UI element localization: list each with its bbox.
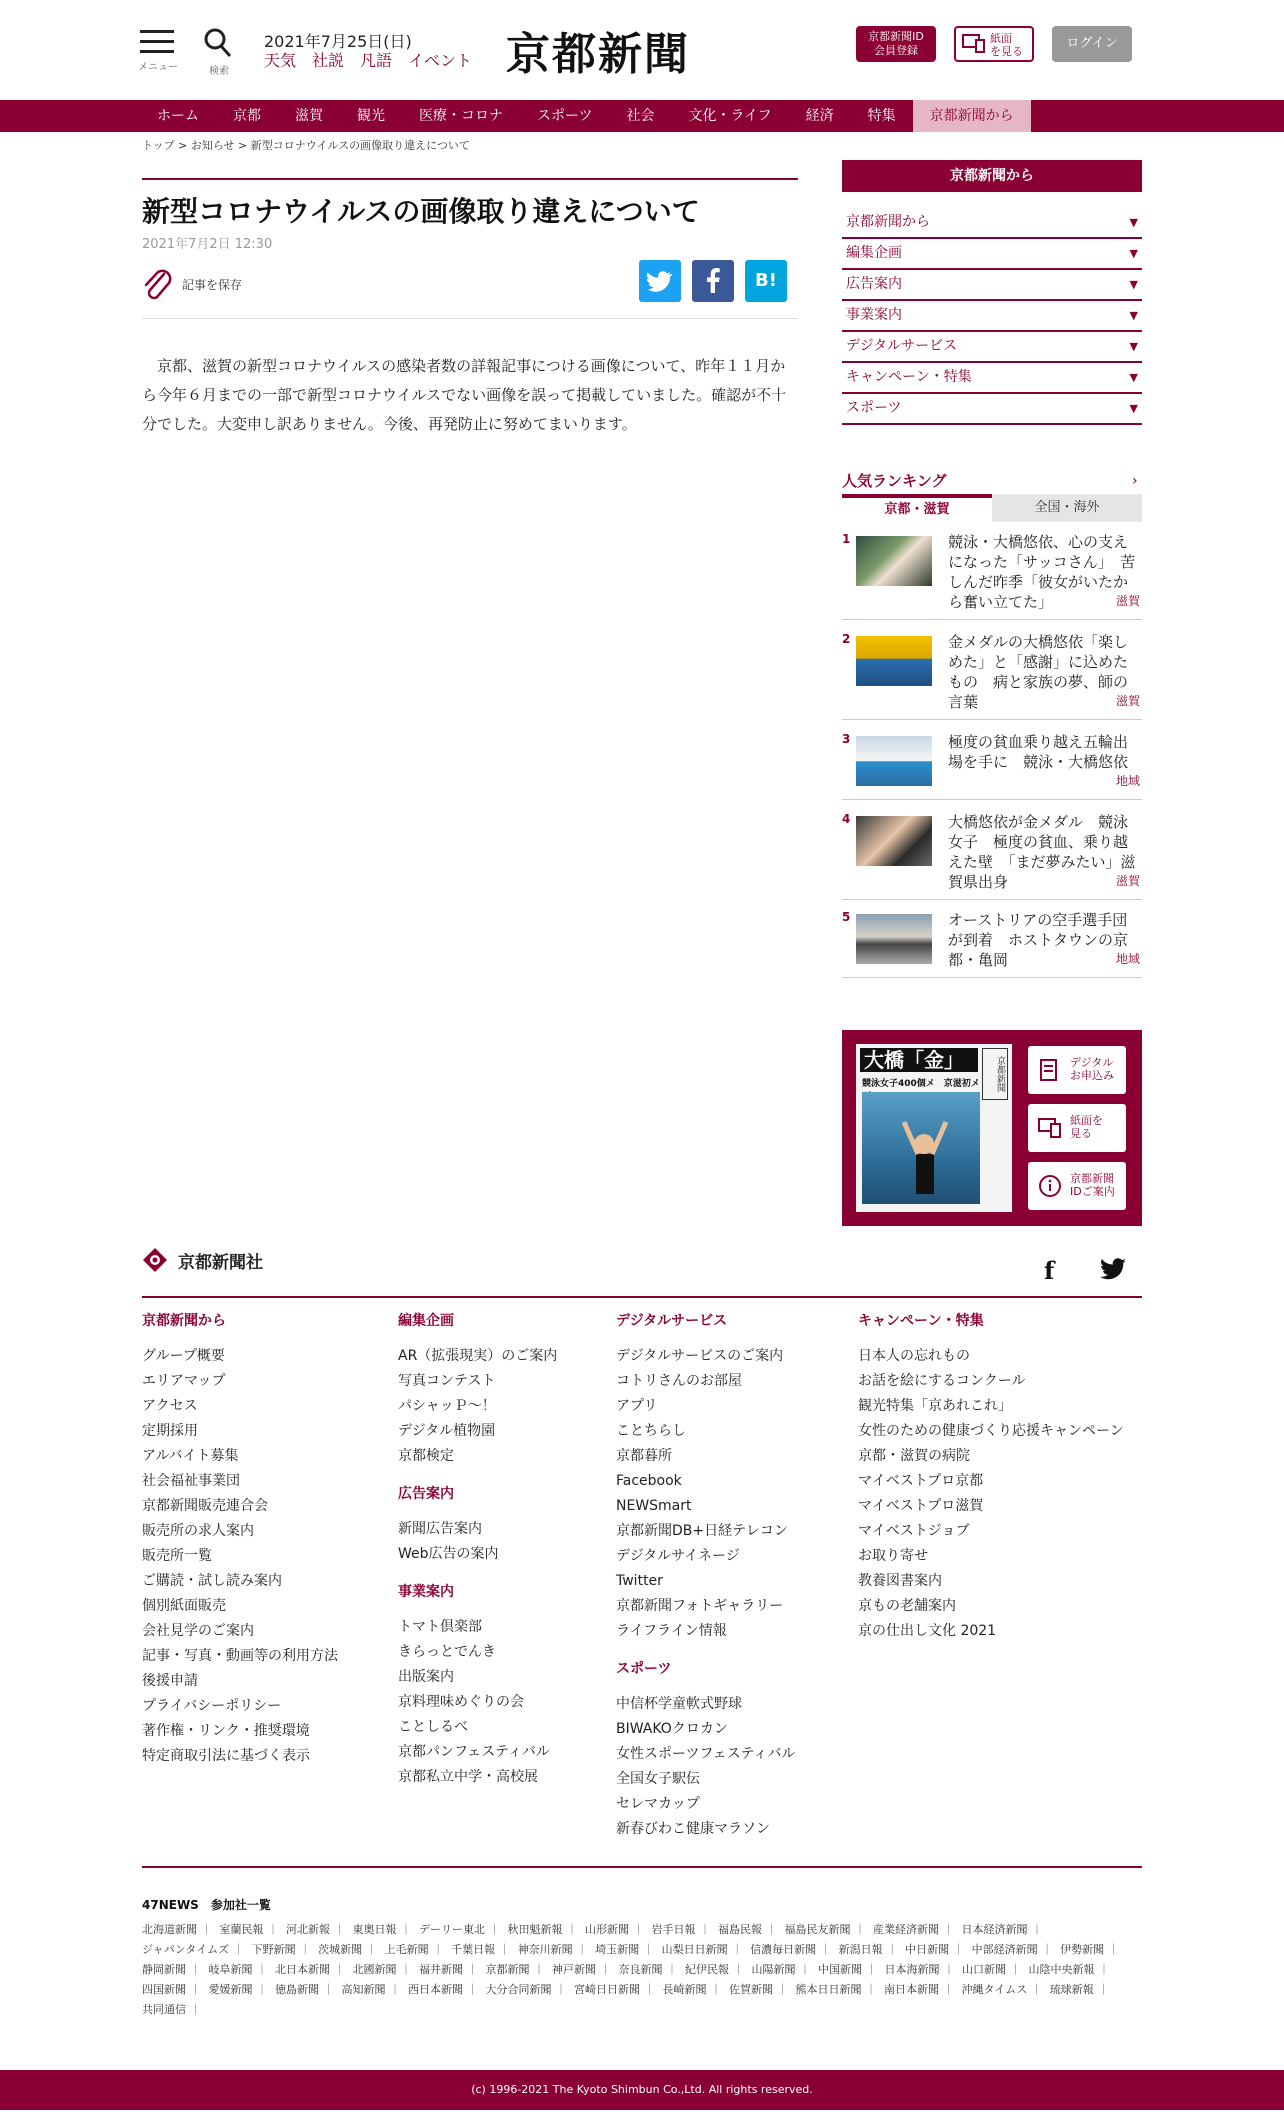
footer-link[interactable]: コトリさんのお部屋 [616,1373,742,1389]
header-link-editorial[interactable]: 社説 [312,51,345,70]
footer-link[interactable]: 京もの老舗案内 [858,1598,956,1614]
footer-link[interactable]: ことしるべ [398,1719,468,1735]
sidebar-menu-item[interactable] [842,301,1142,332]
footer-link[interactable]: 全国女子駅伝 [616,1771,700,1787]
article-top-rule [142,178,798,180]
n47-member-link[interactable]: 伊勢新聞 ｜ [1060,1943,1123,1956]
footer-link[interactable]: 京都私立中学・高校展 [398,1769,538,1785]
n47-member-link[interactable]: 大分合同新聞 ｜ [486,1983,571,1996]
footer-link[interactable]: デジタルサービスのご案内 [616,1348,784,1364]
footer-link[interactable]: 写真コンテスト [398,1373,496,1389]
ranking-category: 地域 [1115,952,1140,966]
footer-column [858,1310,1124,1658]
footer-link-list [616,1344,795,1644]
article-title: 新型コロナウイルスの画像取り違えについて [142,195,700,228]
footer-link[interactable]: グループ概要 [142,1348,225,1364]
n47-member-link[interactable]: 秋田魁新報 ｜ [508,1923,582,1936]
n47-member-link[interactable]: 山陽新聞 ｜ [752,1963,815,1976]
sidebar-menu-label: デジタルサービス [846,338,958,354]
twitter-share-button[interactable] [639,260,681,302]
nav-item[interactable]: 京都 [233,108,261,124]
menu-label: メニュー [138,62,178,73]
id-register-line2: 会員登録 [874,44,918,57]
footer-link[interactable]: 京都検定 [398,1448,454,1464]
view-paper-promo-button[interactable] [1028,1104,1126,1152]
promo-photo [862,1092,980,1204]
footer-link[interactable]: 会社見学のご案内 [142,1623,254,1639]
n47-member-link[interactable]: 南日本新聞 ｜ [884,1983,958,1996]
n47-member-link[interactable]: 福井新聞 ｜ [419,1963,482,1976]
sidebar-menu [842,208,1142,425]
n47-member-link[interactable]: 中部経済新聞 ｜ [972,1943,1057,1956]
footer-link[interactable]: プライバシーポリシー [142,1698,282,1714]
site-header [0,0,1284,100]
footer-link[interactable]: お話を絵にするコンクール [858,1373,1026,1389]
footer-link[interactable]: 京都新聞フォトギャラリー [616,1598,784,1614]
sidebar-menu-item[interactable] [842,394,1142,425]
footer-link[interactable]: 女性スポーツフェスティバル [616,1746,796,1762]
footer-link[interactable]: トマト倶楽部 [398,1619,482,1635]
footer-link[interactable]: 記事・写真・動画等の利用方法 [142,1648,338,1664]
site-logo[interactable]: 京都新聞 [506,29,690,80]
footer-link[interactable]: 日本人の忘れもの [858,1348,970,1364]
footer-link-list [398,1344,557,1469]
ranking-title[interactable]: 人気ランキング [842,472,947,490]
footer-link[interactable]: 中信杯学童軟式野球 [616,1696,742,1712]
footer-link[interactable]: デジタルサイネージ [616,1548,740,1564]
footer-link[interactable]: 教養図書案内 [858,1573,942,1589]
ranking-thumbnail[interactable] [856,636,932,686]
chevron-right-icon[interactable]: › [1132,473,1138,489]
footer-link[interactable]: Web広告の案内 [398,1546,499,1562]
nav-item[interactable]: 社会 [626,108,655,124]
n47-member-link[interactable]: 茨城新聞 ｜ [318,1943,381,1956]
n47-member-link[interactable]: 西日本新聞 ｜ [408,1983,482,1996]
footer-link-list [142,1344,338,1769]
n47-member-link[interactable]: 長崎新聞 ｜ [663,1983,726,1996]
sidebar-menu-label: 京都新聞から [846,214,930,230]
id-register-line1: 京都新聞ID [868,30,924,43]
n47-member-link[interactable]: 岐阜新聞 ｜ [209,1963,272,1976]
login-button[interactable]: ログイン [1052,26,1132,62]
footer-link[interactable]: マイベストプロ滋賀 [858,1498,984,1514]
n47-member-link[interactable]: 岩手日報 ｜ [652,1923,715,1936]
info-icon [1038,1174,1062,1198]
article-divider [142,318,798,319]
header-link-bongo[interactable]: 凡語 [360,51,393,70]
n47-member-link[interactable]: 北日本新聞 ｜ [275,1963,349,1976]
header-link-weather[interactable]: 天気 [264,51,297,70]
footer-link[interactable]: 観光特集「京あれこれ」 [858,1398,1012,1414]
header-links [264,48,488,71]
footer-link[interactable]: お取り寄せ [858,1548,928,1564]
footer-link[interactable]: 特定商取引法に基づく表示 [142,1748,310,1764]
company-logo-icon[interactable] [142,1247,168,1277]
footer-column-heading[interactable]: 京都新聞から [142,1313,226,1329]
twitter-icon [639,260,681,302]
tab-kyoto-shiga[interactable]: 京都・滋賀 [842,494,992,522]
footer-link[interactable]: アルバイト募集 [142,1448,239,1464]
ranking-thumbnail[interactable] [856,536,932,586]
ranking-category: 滋賀 [1115,594,1140,608]
id-info-line1: 京都新聞 [1070,1172,1114,1185]
article-body: 京都、滋賀の新型コロナウイルスの感染者数の詳報記事につける画像について、昨年１１月から今年６月までの一部で新型コロナウイルスでない画像を誤って掲載していました。確認が不十分でした。大変申し訳ありません。今後、再発防止に努めてまいります。 [142,357,787,433]
ranking-category: 滋賀 [1115,694,1140,708]
promo-masthead: 京都新聞 [982,1048,1008,1100]
footer-link[interactable]: 京都暮所 [616,1448,672,1464]
sidebar-menu-label: 事業案内 [846,307,902,323]
footer-link[interactable]: セレマカップ [616,1796,700,1812]
triangle-down-icon: ▼ [1129,402,1138,415]
facebook-share-button[interactable] [692,260,734,302]
facebook-icon[interactable]: f [1044,1256,1055,1285]
ranking-number: 5 [842,910,851,924]
id-register-button[interactable] [856,26,936,62]
view-paper-promo-line2: 見る [1070,1127,1092,1140]
devices-icon [962,34,986,54]
footer-link[interactable]: 個別紙面販売 [142,1598,226,1614]
breadcrumb-notice[interactable]: お知らせ [190,139,235,152]
n47-list [142,1920,1142,2020]
article-date: 2021年7月2日 12:30 [142,237,273,252]
n47-member-link[interactable]: 山陰中央新報 ｜ [1029,1963,1114,1976]
n47-member-link[interactable]: 産業経済新聞 ｜ [873,1923,958,1936]
id-info-button[interactable] [1028,1162,1126,1210]
footer-link[interactable]: ご購読・試し読み案内 [142,1573,282,1589]
footer-link-list [398,1517,557,1567]
menu-icon[interactable] [140,30,174,56]
footer-link[interactable]: 京都・滋賀の病院 [858,1448,970,1464]
n47-member-link[interactable]: 中国新聞 ｜ [818,1963,881,1976]
footer-link[interactable]: 京料理味めぐりの会 [398,1694,524,1710]
n47-member-link[interactable]: 紀伊民報 ｜ [685,1963,748,1976]
view-paper-button[interactable] [954,26,1034,62]
footer-column-heading[interactable]: キャンペーン・特集 [858,1313,984,1329]
triangle-down-icon: ▼ [1129,216,1138,229]
footer-link[interactable]: 後援申請 [142,1673,198,1689]
newspaper-front-image[interactable] [856,1044,1012,1212]
footer-column-heading[interactable]: 編集企画 [398,1313,454,1329]
footer-link[interactable]: 販売所一覧 [142,1548,212,1564]
footer-column [616,1310,795,1856]
ranking-item[interactable] [842,632,1142,720]
footer-link[interactable]: ライフライン情報 [616,1623,727,1639]
document-icon [1038,1058,1062,1082]
n47-member-link[interactable]: 徳島新聞 ｜ [275,1983,338,1996]
ranking-number: 4 [842,812,851,826]
breadcrumb: トップ > お知らせ > 新型コロナウイルスの画像取り違えについて [142,139,470,152]
facebook-icon [692,260,734,302]
footer-link[interactable]: マイベストプロ京都 [858,1473,984,1489]
n47-member-link[interactable]: 東奥日報 ｜ [353,1923,416,1936]
footer-column [398,1310,557,1804]
ranking-thumbnail[interactable] [856,816,932,866]
n47-member-link[interactable]: 千葉日報 ｜ [451,1943,514,1956]
n47-member-link[interactable]: 京都新聞 ｜ [486,1963,549,1976]
n47-member-link[interactable]: 北國新聞 ｜ [353,1963,416,1976]
n47-member-link[interactable]: 中日新聞 ｜ [905,1943,968,1956]
current-date: 2021年7月25日(日) [264,32,412,51]
promo-subhead: 競泳女子400個メ 京滋初メ [862,1079,980,1089]
sidebar-menu-item[interactable] [842,270,1142,301]
company-name[interactable]: 京都新聞社 [178,1253,263,1273]
footer-link[interactable]: 京都新聞DB+日経テレコン [616,1523,788,1539]
sidebar-heading: 京都新聞から [842,160,1142,192]
footer-column [142,1310,338,1783]
ranking-item[interactable] [842,910,1142,978]
footer-link[interactable]: 京の仕出し文化 2021 [858,1623,997,1639]
footer-link[interactable]: Twitter [616,1573,663,1589]
nav-item[interactable]: スポーツ [537,108,593,124]
triangle-down-icon: ▼ [1129,309,1138,322]
footer-link[interactable]: AR（拡張現実）のご案内 [398,1348,558,1364]
devices-icon [1038,1116,1062,1140]
view-paper-promo-line1: 紙面を [1070,1114,1103,1127]
n47-member-link[interactable]: 上毛新聞 ｜ [385,1943,448,1956]
nav-item[interactable]: ホーム [157,108,199,124]
triangle-down-icon: ▼ [1129,340,1138,353]
n47-member-link[interactable]: 熊本日日新聞 ｜ [796,1983,881,1996]
id-info-line2: IDご案内 [1070,1185,1115,1198]
n47-member-link[interactable]: 山口新聞 ｜ [962,1963,1025,1976]
ranking-headline[interactable]: 金メダルの大橋悠依「楽しめた」と「感謝」に込めたもの 病と家族の夢、師の言葉 [948,633,1129,711]
ranking-headline[interactable]: 極度の貧血乗り越え五輪出場を手に 競泳・大橋悠依 [948,733,1129,771]
global-nav [0,100,1284,132]
ranking-thumbnail[interactable] [856,914,932,964]
paperclip-icon[interactable] [142,268,174,306]
nav-item[interactable]: 経済 [805,108,834,124]
n47-member-link[interactable]: デーリー東北 ｜ [419,1923,504,1936]
copyright: (c) 1996-2021 The Kyoto Shimbun Co.,Ltd. All rights reserved. [0,2070,1284,2110]
search-label: 検索 [209,66,229,77]
search-icon[interactable] [204,28,232,62]
footer-rule [142,1296,1142,1298]
footer-link[interactable]: 社会福祉事業団 [142,1473,240,1489]
footer-link[interactable]: エリアマップ [142,1373,226,1389]
digital-signup-line1: デジタル [1070,1056,1114,1069]
footer-link[interactable]: デジタル植物園 [398,1423,496,1439]
twitter-icon[interactable] [1100,1258,1126,1284]
footer-link[interactable]: 京都新聞販売連合会 [142,1498,268,1514]
footer-link[interactable]: 著作権・リンク・推奨環境 [142,1723,310,1739]
footer-link[interactable]: アプリ [616,1398,658,1414]
footer-link-list [858,1344,1124,1644]
ranking-category: 滋賀 [1115,874,1140,888]
breadcrumb-top[interactable]: トップ [142,139,175,152]
tab-national[interactable]: 全国・海外 [992,494,1142,522]
sidebar-menu-item[interactable] [842,363,1142,394]
footer-link[interactable]: BIWAKOクロカン [616,1721,728,1737]
sidebar-menu-label: キャンペーン・特集 [846,369,972,385]
hatena-bookmark-button[interactable]: B! [745,260,787,302]
n47-member-link[interactable]: 高知新聞 ｜ [342,1983,405,1996]
view-paper-line2: を見る [990,45,1023,58]
footer-column-heading[interactable]: デジタルサービス [616,1313,728,1329]
footer-link[interactable]: 女性のための健康づくり応援キャンペーン [858,1423,1124,1439]
n47-member-link[interactable]: 沖縄タイムス ｜ [962,1983,1047,1996]
ranking-headline[interactable]: 大橋悠依が金メダル 競泳女子 極度の貧血、乗り越えた壁 「まだ夢みたい」滋賀県出身 [948,813,1136,891]
breadcrumb-current: 新型コロナウイルスの画像取り違えについて [250,139,470,152]
footer-link[interactable]: 販売所の求人案内 [142,1523,254,1539]
n47-member-link[interactable]: 日本経済新聞 ｜ [962,1923,1047,1936]
sidebar-menu-label: 編集企画 [846,245,902,261]
footer-link[interactable]: 定期採用 [142,1423,198,1439]
nav-item[interactable]: 文化・ライフ [688,108,772,124]
n47-member-link[interactable]: 山梨日日新聞 ｜ [662,1943,747,1956]
header-link-event[interactable]: イベント [408,51,473,70]
n47-member-link[interactable]: 宮崎日日新聞 ｜ [574,1983,659,1996]
n47-member-link[interactable]: 神戸新聞 ｜ [552,1963,615,1976]
ranking-category: 地域 [1115,774,1140,788]
view-paper-line1: 紙面 [990,32,1012,45]
footer-link[interactable]: 新春びわこ健康マラソン [616,1821,770,1837]
n47-member-link[interactable]: 河北新報 ｜ [286,1923,349,1936]
n47-title: 47NEWS 参加社一覧 [142,1898,271,1912]
nav-item[interactable]: 医療・コロナ [419,108,503,124]
n47-member-link[interactable]: 信濃毎日新聞 ｜ [750,1943,835,1956]
n47-member-link[interactable]: 琉球新報 ｜ [1050,1983,1113,1996]
footer-link[interactable]: Facebook [616,1473,682,1489]
footer-link[interactable]: 京都パンフェスティバル [398,1744,550,1760]
footer-link[interactable]: きらっとでんき [398,1644,496,1660]
promo-headline: 大橋「金」 [860,1048,978,1072]
n47-member-link[interactable]: 佐賀新聞 ｜ [729,1983,792,1996]
sidebar-menu-label: 広告案内 [846,276,902,292]
n47-member-link[interactable]: ジャパンタイムズ ｜ [142,1943,248,1956]
n47-member-link[interactable]: 共同通信 ｜ [142,2003,205,2016]
ranking-number: 1 [842,532,851,546]
footer-link[interactable]: パシャッＰ〜！ [398,1398,496,1414]
promo-box [842,1030,1142,1226]
digital-signup-button[interactable] [1028,1046,1126,1094]
n47-member-link[interactable]: 神奈川新聞 ｜ [518,1943,592,1956]
footer-rule-2 [142,1866,1142,1868]
footer-column-heading[interactable]: 事業案内 [398,1584,454,1600]
footer-column-heading[interactable]: スポーツ [616,1661,672,1677]
n47-member-link[interactable]: 山形新聞 ｜ [585,1923,648,1936]
n47-member-link[interactable]: 室蘭民報 ｜ [220,1923,283,1936]
footer-link[interactable]: 新聞広告案内 [398,1521,482,1537]
footer-link[interactable]: ことちらし [616,1423,686,1439]
ranking-number: 2 [842,632,851,646]
footer-link[interactable]: 出版案内 [398,1669,454,1685]
ranking-headline[interactable]: オーストリアの空手選手団が到着 ホストタウンの京都・亀岡 [948,911,1129,969]
footer-link[interactable]: アクセス [142,1398,198,1414]
ranking-item[interactable] [842,532,1142,620]
n47-member-link[interactable]: 日本海新聞 ｜ [885,1963,959,1976]
sidebar-menu-item[interactable] [842,239,1142,270]
triangle-down-icon: ▼ [1129,247,1138,260]
n47-member-link[interactable]: 四国新聞 ｜ [142,1983,205,1996]
nav-item[interactable]: 京都新聞から [913,100,1031,132]
footer-link[interactable]: マイベストジョブ [858,1523,970,1539]
ranking-number: 3 [842,732,851,746]
n47-member-link[interactable]: 福島民友新聞 ｜ [785,1923,870,1936]
nav-item[interactable]: 滋賀 [295,108,323,124]
ranking-item[interactable] [842,812,1142,900]
ranking-item[interactable] [842,732,1142,800]
ranking-thumbnail[interactable] [856,736,932,786]
save-article-label[interactable]: 記事を保存 [182,278,243,292]
triangle-down-icon: ▼ [1129,278,1138,291]
n47-member-link[interactable]: 下野新聞 ｜ [252,1943,315,1956]
n47-member-link[interactable]: 静岡新聞 ｜ [142,1963,205,1976]
n47-member-link[interactable]: 埼玉新聞 ｜ [595,1943,658,1956]
footer-link-list [616,1692,795,1842]
n47-member-link[interactable]: 愛媛新聞 ｜ [209,1983,272,1996]
sidebar-menu-label: スポーツ [846,400,902,416]
n47-member-link[interactable]: 奈良新聞 ｜ [619,1963,682,1976]
ranking-headline[interactable]: 競泳・大橋悠依、心の支えになった「サッコさん」 苦しんだ昨季「彼女がいたから奮い立てた」 [948,533,1136,611]
sidebar-menu-item[interactable] [842,332,1142,363]
n47-member-link[interactable]: 新潟日報 ｜ [839,1943,902,1956]
nav-item[interactable]: 観光 [357,108,385,124]
triangle-down-icon: ▼ [1129,371,1138,384]
footer-link-list [398,1615,557,1790]
sidebar-menu-item[interactable] [842,208,1142,239]
n47-member-link[interactable]: 北海道新聞 ｜ [142,1923,216,1936]
nav-item[interactable]: 特集 [867,108,896,124]
digital-signup-line2: お申込み [1070,1069,1114,1082]
footer-link[interactable]: NEWSmart [616,1498,692,1514]
footer-column-heading[interactable]: 広告案内 [398,1486,454,1502]
n47-member-link[interactable]: 福島民報 ｜ [718,1923,781,1936]
